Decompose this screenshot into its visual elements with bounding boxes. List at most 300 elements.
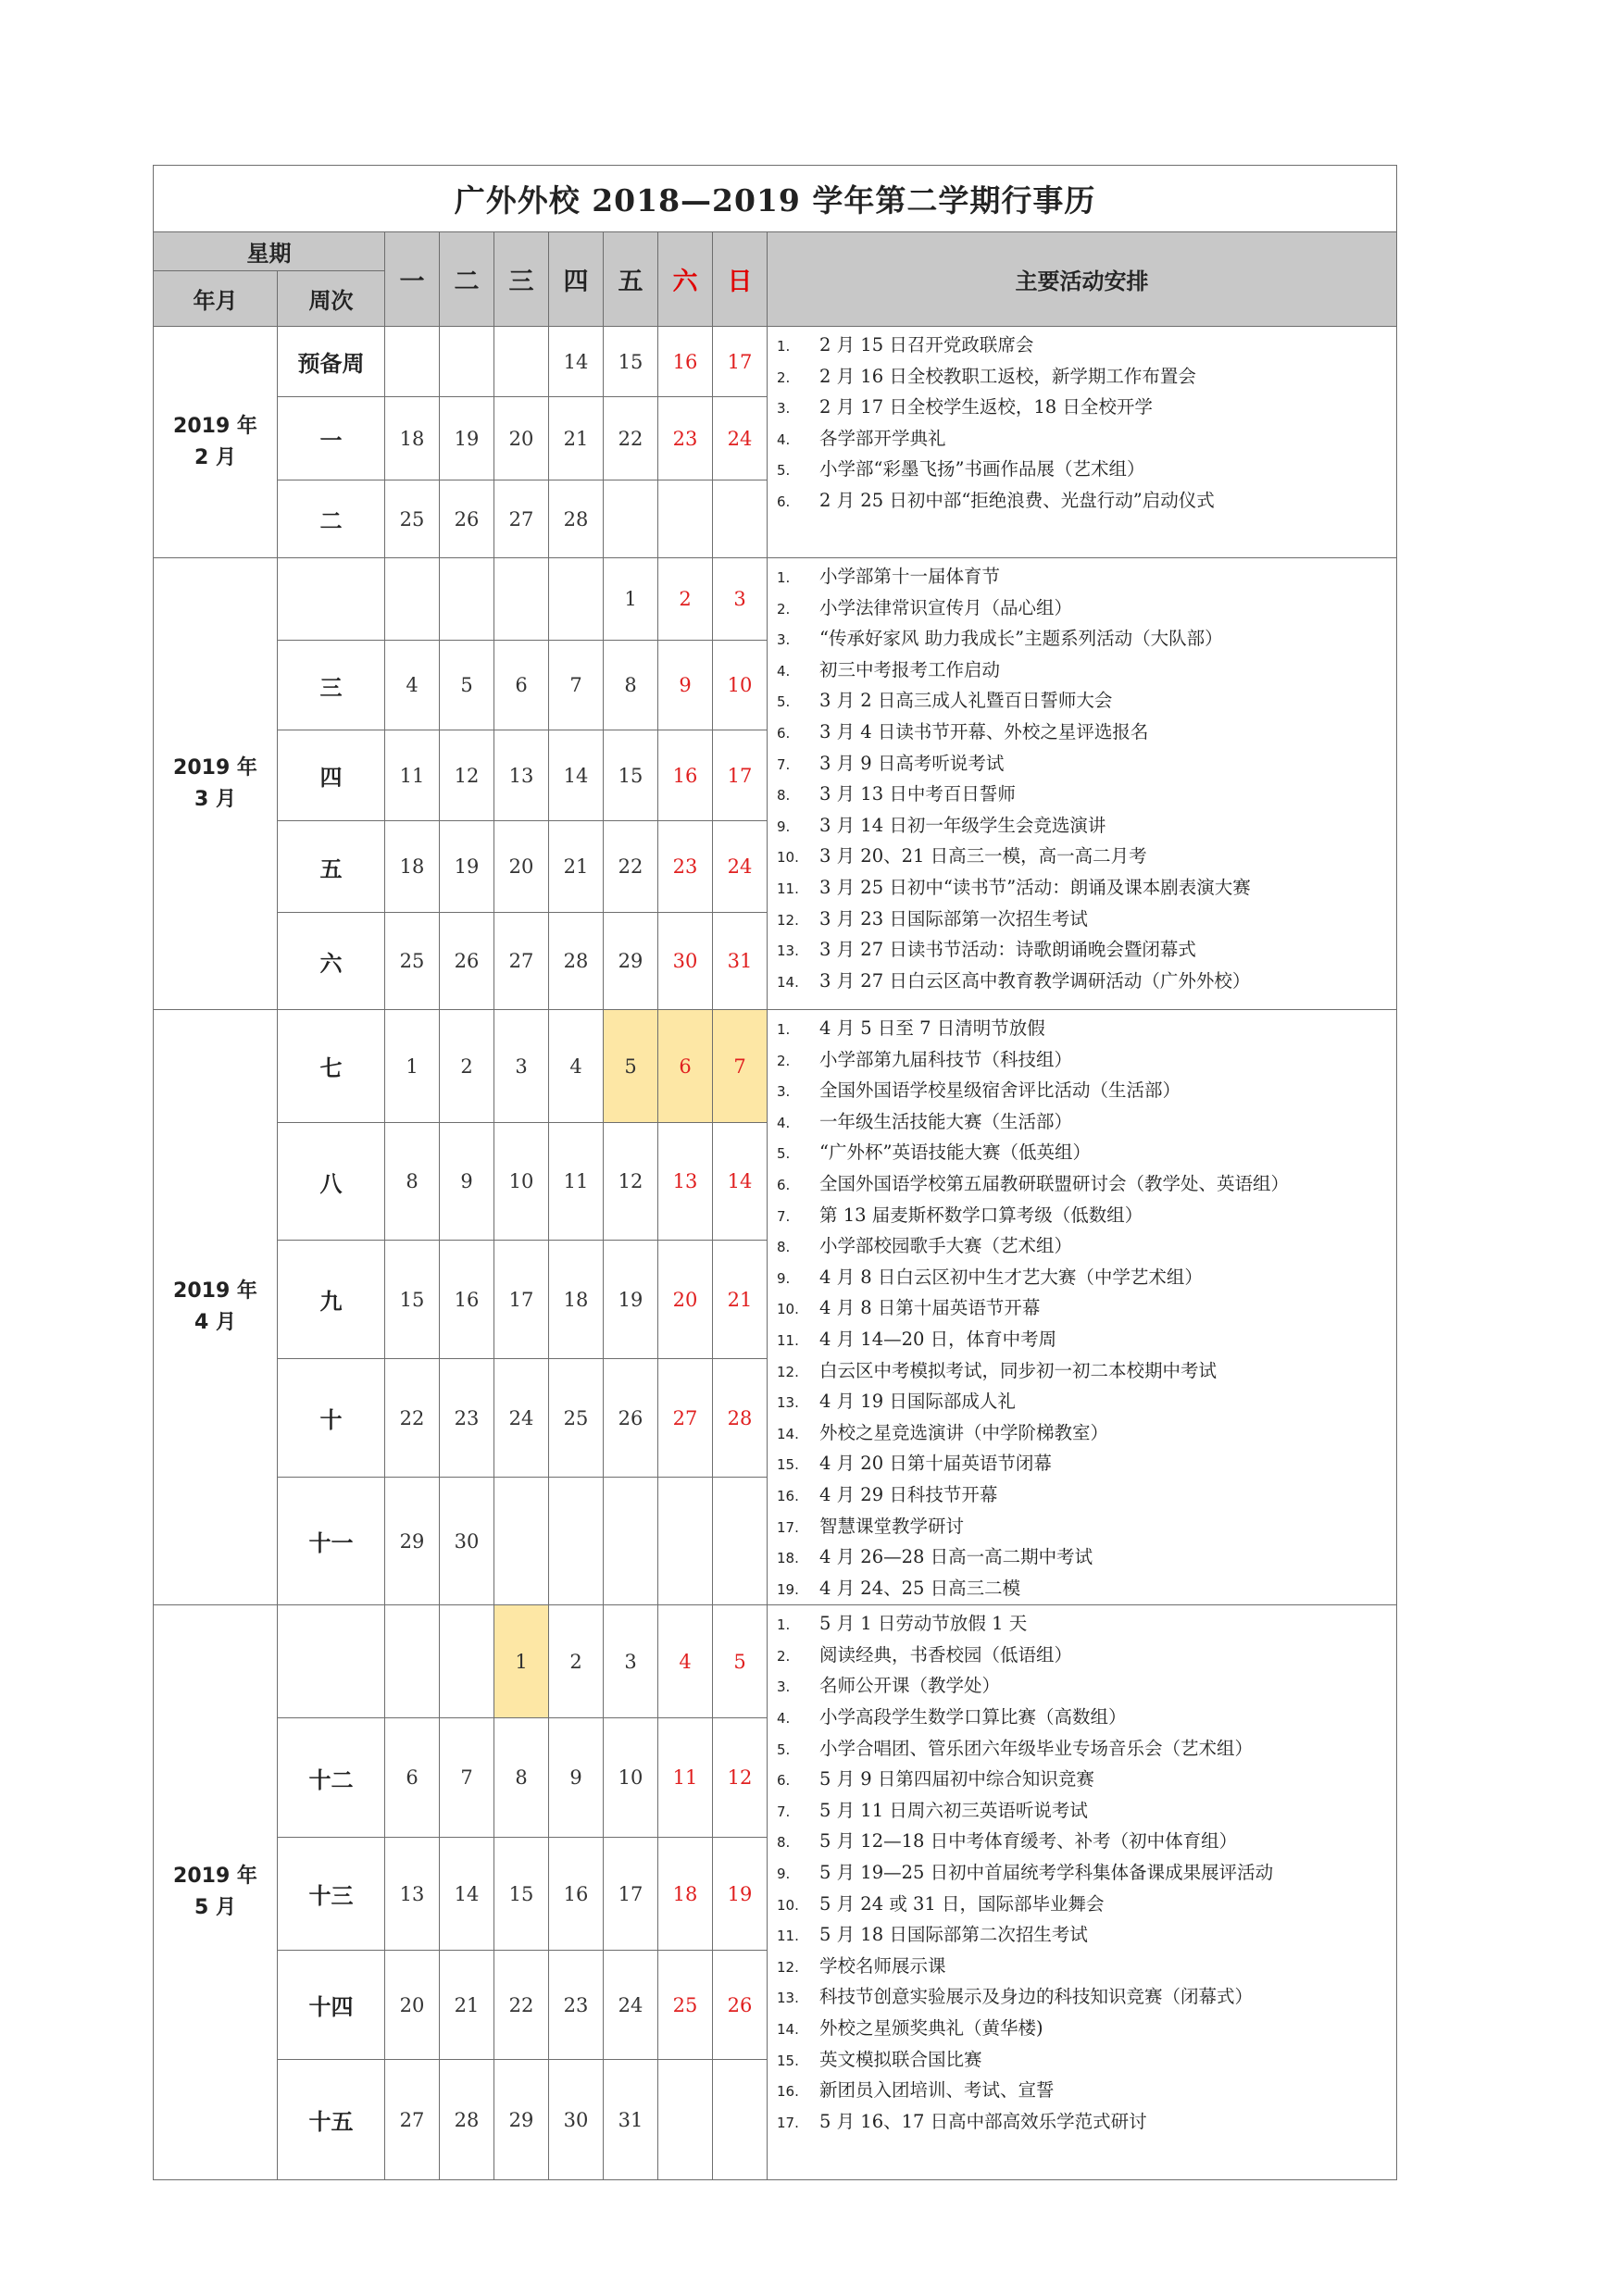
activity-text: 初三中考报考工作启动 (819, 658, 1001, 680)
activity-number: 12. (777, 1958, 799, 1976)
activity-text: 一年级生活技能大赛（生活部） (819, 1110, 1073, 1132)
activity-item (777, 1765, 1389, 1796)
activity-text: 英文模拟联合国比赛 (819, 2048, 982, 2070)
activity-text: 科技节创意实验展示及身边的科技知识竞赛（闭幕式） (819, 1986, 1254, 2008)
header-day-wed: 三 (494, 232, 549, 327)
day-cell: 30 (440, 1478, 494, 1605)
header-year-month: 年月 (154, 271, 278, 327)
day-cell: 1 (494, 1605, 549, 1718)
activity-number: 6. (777, 493, 791, 510)
activity-number: 13. (777, 1990, 799, 2007)
activity-list (777, 1609, 1389, 2138)
activity-cell (768, 327, 1397, 558)
day-cell (440, 558, 494, 641)
day-cell (713, 2060, 768, 2180)
activity-list (777, 1014, 1389, 1604)
activity-item (777, 562, 1389, 593)
day-cell: 9 (440, 1123, 494, 1241)
week-row (154, 327, 1397, 397)
activity-number: 7. (777, 1207, 791, 1225)
day-cell (604, 480, 658, 558)
day-cell: 18 (658, 1838, 713, 1951)
day-cell: 20 (385, 1951, 440, 2060)
week-label: 一 (278, 397, 385, 480)
activity-number: 5. (777, 1145, 791, 1163)
day-cell: 18 (549, 1241, 604, 1359)
header-weekday-label: 星期 (154, 232, 385, 271)
activity-text: 3 月 23 日国际部第一次招生考试 (819, 907, 1088, 930)
day-cell: 14 (713, 1123, 768, 1241)
activity-number: 15. (777, 2052, 799, 2069)
day-cell: 22 (494, 1951, 549, 2060)
activity-item (777, 1920, 1389, 1952)
day-cell: 23 (440, 1359, 494, 1478)
activity-item (777, 1858, 1389, 1890)
activity-number: 13. (777, 1394, 799, 1412)
day-cell: 13 (658, 1123, 713, 1241)
day-cell: 3 (713, 558, 768, 641)
header-day-sun: 日 (713, 232, 768, 327)
activity-item (777, 1574, 1389, 1605)
activity-number: 7. (777, 755, 791, 773)
activity-text: 小学部校园歌手大赛（艺术组） (819, 1235, 1073, 1257)
activity-item (777, 749, 1389, 780)
activity-number: 3. (777, 400, 791, 418)
day-cell (440, 1605, 494, 1718)
day-cell (385, 327, 440, 397)
week-label (278, 1605, 385, 1718)
activity-item (777, 1138, 1389, 1169)
week-row (154, 558, 1397, 641)
month-label: 2019 年 5 月 (154, 1605, 278, 2180)
day-cell: 23 (658, 821, 713, 913)
day-cell: 18 (385, 397, 440, 480)
activity-item (777, 424, 1389, 455)
activity-number: 5. (777, 693, 791, 711)
day-cell: 15 (604, 327, 658, 397)
day-cell (385, 558, 440, 641)
month-label: 2019 年 3 月 (154, 558, 278, 1010)
activity-item (777, 1263, 1389, 1294)
day-cell: 16 (549, 1838, 604, 1951)
week-label: 预备周 (278, 327, 385, 397)
day-cell: 5 (713, 1605, 768, 1718)
activity-number: 11. (777, 880, 799, 897)
activity-item (777, 1231, 1389, 1263)
page-title: 广外外校 2018—2019 学年第二学期行事历 (154, 166, 1397, 232)
day-cell (494, 327, 549, 397)
activity-number: 4. (777, 662, 791, 680)
activity-text: 3 月 4 日读书节开幕、外校之星评选报名 (819, 720, 1149, 742)
day-cell (658, 1478, 713, 1605)
day-cell (385, 1605, 440, 1718)
activity-text: 4 月 8 日白云区初中生才艺大赛（中学艺术组） (819, 1266, 1203, 1288)
activity-text: “广外杯”英语技能大赛（低英组） (819, 1142, 1091, 1164)
activity-number: 11. (777, 1331, 799, 1349)
day-cell: 28 (440, 2060, 494, 2180)
activity-text: 名师公开课（教学处） (819, 1675, 1001, 1697)
day-cell: 20 (658, 1241, 713, 1359)
activity-item (777, 1480, 1389, 1512)
activity-number: 14. (777, 2021, 799, 2038)
day-cell: 20 (494, 821, 549, 913)
activity-text: 新团员入团培训、考试、宣誓 (819, 2079, 1055, 2102)
day-cell: 10 (494, 1123, 549, 1241)
activity-number: 15. (777, 1456, 799, 1474)
day-cell: 17 (713, 730, 768, 821)
day-cell: 19 (604, 1241, 658, 1359)
day-cell: 21 (713, 1241, 768, 1359)
day-cell: 21 (549, 397, 604, 480)
activity-item (777, 780, 1389, 811)
activity-item (777, 1325, 1389, 1356)
activity-text: 小学合唱团、管乐团六年级毕业专场音乐会（艺术组） (819, 1737, 1254, 1759)
day-cell: 26 (713, 1951, 768, 2060)
activity-list (777, 562, 1389, 997)
week-label (278, 558, 385, 641)
header-week-number: 周次 (278, 271, 385, 327)
day-cell: 2 (440, 1010, 494, 1123)
day-cell: 2 (549, 1605, 604, 1718)
day-cell: 27 (494, 913, 549, 1010)
activity-item (777, 1641, 1389, 1672)
activity-text: “传承好家风 助力我成长”主题系列活动（大队部） (819, 628, 1223, 650)
week-label: 八 (278, 1123, 385, 1241)
activity-text: 3 月 25 日初中“读书节”活动：朗诵及课本剧表演大赛 (819, 876, 1251, 898)
day-cell: 14 (440, 1838, 494, 1951)
activity-text: 全国外国语学校星级宿舍评比活动（生活部） (819, 1079, 1181, 1102)
activity-item (777, 1356, 1389, 1388)
activity-text: 4 月 8 日第十届英语节开幕 (819, 1297, 1041, 1319)
day-cell: 8 (385, 1123, 440, 1241)
day-cell: 28 (713, 1359, 768, 1478)
activity-text: 3 月 27 日白云区高中教育教学调研活动（广外外校） (819, 969, 1251, 992)
activity-number: 16. (777, 1487, 799, 1504)
activity-item (777, 1418, 1389, 1450)
day-cell: 27 (494, 480, 549, 558)
activity-number: 2. (777, 368, 791, 386)
activity-item (777, 1293, 1389, 1325)
day-cell (658, 2060, 713, 2180)
activity-text: 5 月 18 日国际部第二次招生考试 (819, 1924, 1088, 1946)
week-label: 二 (278, 480, 385, 558)
activity-item (777, 1076, 1389, 1107)
activity-text: 外校之星竞选演讲（中学阶梯教室） (819, 1421, 1109, 1443)
activity-number: 6. (777, 1176, 791, 1193)
activity-number: 10. (777, 849, 799, 867)
activity-number: 7. (777, 1803, 791, 1820)
header-day-mon: 一 (385, 232, 440, 327)
activity-number: 10. (777, 1896, 799, 1914)
activity-text: 5 月 1 日劳动节放假 1 天 (819, 1613, 1028, 1635)
activity-number: 19. (777, 1580, 799, 1598)
day-cell: 9 (658, 641, 713, 730)
activity-text: 5 月 12—18 日中考体育缓考、补考（初中体育组） (819, 1830, 1238, 1853)
activity-text: 3 月 13 日中考百日誓师 (819, 783, 1016, 805)
day-cell: 13 (385, 1838, 440, 1951)
week-label: 十 (278, 1359, 385, 1478)
activity-item (777, 1014, 1389, 1045)
activity-item (777, 811, 1389, 842)
activity-item (777, 362, 1389, 393)
day-cell: 7 (549, 641, 604, 730)
week-row (154, 1605, 1397, 1718)
activity-text: 2 月 25 日初中部“拒绝浪费、光盘行动”启动仪式 (819, 489, 1215, 511)
activity-number: 5. (777, 1741, 791, 1758)
activity-item (777, 1387, 1389, 1418)
activity-item (777, 1201, 1389, 1232)
calendar-table (153, 165, 1397, 2180)
activity-number: 6. (777, 1772, 791, 1790)
activity-item (777, 686, 1389, 718)
activity-item (777, 1542, 1389, 1574)
activity-text: 各学部开学典礼 (819, 427, 946, 449)
day-cell: 17 (713, 327, 768, 397)
activity-item (777, 393, 1389, 424)
header-main-activities: 主要活动安排 (768, 232, 1397, 327)
activity-number: 6. (777, 724, 791, 742)
day-cell: 19 (440, 821, 494, 913)
day-cell: 25 (658, 1951, 713, 2060)
day-cell: 17 (604, 1838, 658, 1951)
activity-text: 全国外国语学校第五届教研联盟研讨会（教学处、英语组） (819, 1172, 1290, 1194)
activity-number: 17. (777, 2114, 799, 2131)
activity-number: 2. (777, 1052, 791, 1069)
activity-text: 3 月 20、21 日高三一模，高一高二月考 (819, 845, 1147, 867)
day-cell: 11 (385, 730, 440, 821)
calendar-sheet (153, 165, 1396, 2180)
day-cell: 14 (549, 730, 604, 821)
activity-item (777, 935, 1389, 967)
activity-text: 4 月 26—28 日高一高二期中考试 (819, 1546, 1093, 1568)
week-label: 四 (278, 730, 385, 821)
day-cell: 3 (494, 1010, 549, 1123)
day-cell: 4 (658, 1605, 713, 1718)
day-cell: 27 (658, 1359, 713, 1478)
activity-number: 18. (777, 1550, 799, 1567)
activity-item (777, 1169, 1389, 1201)
activity-number: 3. (777, 631, 791, 649)
day-cell: 10 (713, 641, 768, 730)
day-cell: 19 (440, 397, 494, 480)
day-cell: 25 (385, 480, 440, 558)
day-cell: 2 (658, 558, 713, 641)
activity-item (777, 1107, 1389, 1139)
day-cell: 12 (440, 730, 494, 821)
activity-list (777, 331, 1389, 518)
week-label: 十四 (278, 1951, 385, 2060)
activity-number: 4. (777, 1710, 791, 1728)
activity-number: 2. (777, 600, 791, 618)
activity-item (777, 1734, 1389, 1766)
day-cell: 31 (713, 913, 768, 1010)
activity-item (777, 1796, 1389, 1828)
day-cell: 26 (604, 1359, 658, 1478)
day-cell: 25 (549, 1359, 604, 1478)
day-cell (658, 480, 713, 558)
activity-number: 12. (777, 1363, 799, 1380)
activity-text: 3 月 9 日高考听说考试 (819, 752, 1005, 774)
day-cell: 4 (549, 1010, 604, 1123)
activity-number: 14. (777, 1425, 799, 1442)
activity-number: 17. (777, 1518, 799, 1536)
activity-number: 1. (777, 569, 791, 586)
activity-item (777, 2076, 1389, 2107)
day-cell: 9 (549, 1718, 604, 1838)
activity-text: 学校名师展示课 (819, 1954, 946, 1977)
activity-item (777, 486, 1389, 518)
activity-item (777, 842, 1389, 873)
activity-item (777, 967, 1389, 998)
day-cell: 28 (549, 913, 604, 1010)
activity-item (777, 1952, 1389, 1983)
activity-item (777, 1045, 1389, 1077)
day-cell: 23 (549, 1951, 604, 2060)
day-cell: 29 (494, 2060, 549, 2180)
day-cell: 22 (385, 1359, 440, 1478)
activity-number: 13. (777, 942, 799, 960)
day-cell: 15 (385, 1241, 440, 1359)
day-cell: 19 (713, 1838, 768, 1951)
month-label: 2019 年 2 月 (154, 327, 278, 558)
day-cell: 25 (385, 913, 440, 1010)
activity-number: 14. (777, 973, 799, 991)
day-cell: 14 (549, 327, 604, 397)
day-cell: 6 (385, 1718, 440, 1838)
week-label: 六 (278, 913, 385, 1010)
day-cell (604, 1478, 658, 1605)
day-cell: 7 (713, 1010, 768, 1123)
day-cell: 8 (604, 641, 658, 730)
day-cell: 4 (385, 641, 440, 730)
day-cell: 6 (658, 1010, 713, 1123)
day-cell: 5 (604, 1010, 658, 1123)
day-cell: 6 (494, 641, 549, 730)
activity-number: 9. (777, 1269, 791, 1287)
activity-number: 16. (777, 2083, 799, 2101)
day-cell: 21 (440, 1951, 494, 2060)
day-cell (713, 480, 768, 558)
day-cell (549, 1478, 604, 1605)
activity-number: 3. (777, 1678, 791, 1696)
activity-text: 4 月 24、25 日高三二模 (819, 1577, 1021, 1599)
activity-item (777, 1890, 1389, 1921)
day-cell: 5 (440, 641, 494, 730)
activity-text: 4 月 5 日至 7 日清明节放假 (819, 1017, 1045, 1039)
activity-text: 小学部第九届科技节（科技组） (819, 1048, 1073, 1070)
activity-cell (768, 1605, 1397, 2180)
activity-text: 4 月 14—20 日，体育中考周 (819, 1328, 1057, 1350)
activity-text: 小学部“彩墨飞扬”书画作品展（艺术组） (819, 458, 1145, 480)
day-cell (549, 558, 604, 641)
activity-item (777, 873, 1389, 905)
header-day-tue: 二 (440, 232, 494, 327)
activity-cell (768, 558, 1397, 1010)
header-day-fri: 五 (604, 232, 658, 327)
activity-text: 5 月 9 日第四届初中综合知识竞赛 (819, 1768, 1094, 1791)
day-cell: 29 (385, 1478, 440, 1605)
activity-item (777, 2045, 1389, 2077)
header-day-thu: 四 (549, 232, 604, 327)
activity-item (777, 1449, 1389, 1480)
activity-item (777, 655, 1389, 687)
activity-text: 3 月 2 日高三成人礼暨百日誓师大会 (819, 690, 1113, 712)
activity-number: 5. (777, 462, 791, 480)
day-cell: 23 (658, 397, 713, 480)
day-cell (494, 558, 549, 641)
day-cell: 26 (440, 913, 494, 1010)
day-cell: 20 (494, 397, 549, 480)
activity-item (777, 1982, 1389, 2014)
day-cell: 1 (604, 558, 658, 641)
day-cell (440, 327, 494, 397)
day-cell: 22 (604, 397, 658, 480)
day-cell: 22 (604, 821, 658, 913)
activity-item (777, 2107, 1389, 2139)
activity-text: 5 月 11 日周六初三英语听说考试 (819, 1799, 1088, 1821)
activity-item (777, 905, 1389, 936)
activity-text: 3 月 27 日读书节活动：诗歌朗诵晚会暨闭幕式 (819, 939, 1196, 961)
activity-text: 第 13 届麦斯杯数学口算考级（低数组） (819, 1204, 1143, 1226)
week-label: 十二 (278, 1718, 385, 1838)
activity-number: 8. (777, 787, 791, 805)
activity-number: 4. (777, 1114, 791, 1131)
activity-text: 小学部第十一届体育节 (819, 566, 1001, 587)
activity-text: 智慧课堂教学研讨 (819, 1515, 965, 1537)
activity-number: 1. (777, 1616, 791, 1634)
day-cell: 15 (604, 730, 658, 821)
day-cell: 16 (440, 1241, 494, 1359)
activity-number: 10. (777, 1301, 799, 1318)
activity-item (777, 1703, 1389, 1734)
activity-item (777, 718, 1389, 749)
activity-number: 8. (777, 1239, 791, 1256)
day-cell: 31 (604, 2060, 658, 2180)
activity-text: 阅读经典，书香校园（低语组） (819, 1643, 1073, 1666)
activity-number: 1. (777, 338, 791, 355)
day-cell: 16 (658, 327, 713, 397)
activity-number: 9. (777, 1866, 791, 1883)
activity-text: 5 月 16、17 日高中部高效乐学范式研讨 (819, 2110, 1147, 2132)
activity-text: 5 月 19—25 日初中首届统考学科集体备课成果展评活动 (819, 1862, 1274, 1884)
activity-text: 白云区中考模拟考试，同步初一初二本校期中考试 (819, 1359, 1218, 1381)
activity-text: 外校之星颁奖典礼（黄华楼) (819, 2017, 1043, 2039)
day-cell: 15 (494, 1838, 549, 1951)
activity-item (777, 2014, 1389, 2045)
activity-item (777, 593, 1389, 625)
activity-text: 2 月 17 日全校学生返校，18 日全校开学 (819, 396, 1153, 418)
activity-item (777, 1671, 1389, 1703)
day-cell: 17 (494, 1241, 549, 1359)
activity-text: 4 月 29 日科技节开幕 (819, 1483, 998, 1505)
header-day-sat: 六 (658, 232, 713, 327)
day-cell: 21 (549, 821, 604, 913)
week-row (154, 1010, 1397, 1123)
day-cell: 30 (658, 913, 713, 1010)
activity-text: 2 月 15 日召开党政联席会 (819, 334, 1034, 356)
day-cell: 24 (713, 821, 768, 913)
activity-item (777, 624, 1389, 655)
day-cell: 28 (549, 480, 604, 558)
day-cell: 27 (385, 2060, 440, 2180)
day-cell: 24 (494, 1359, 549, 1478)
activity-item (777, 455, 1389, 486)
activity-number: 1. (777, 1021, 791, 1038)
day-cell: 11 (658, 1718, 713, 1838)
activity-text: 4 月 19 日国际部成人礼 (819, 1391, 1016, 1413)
activity-item (777, 1827, 1389, 1858)
day-cell: 3 (604, 1605, 658, 1718)
